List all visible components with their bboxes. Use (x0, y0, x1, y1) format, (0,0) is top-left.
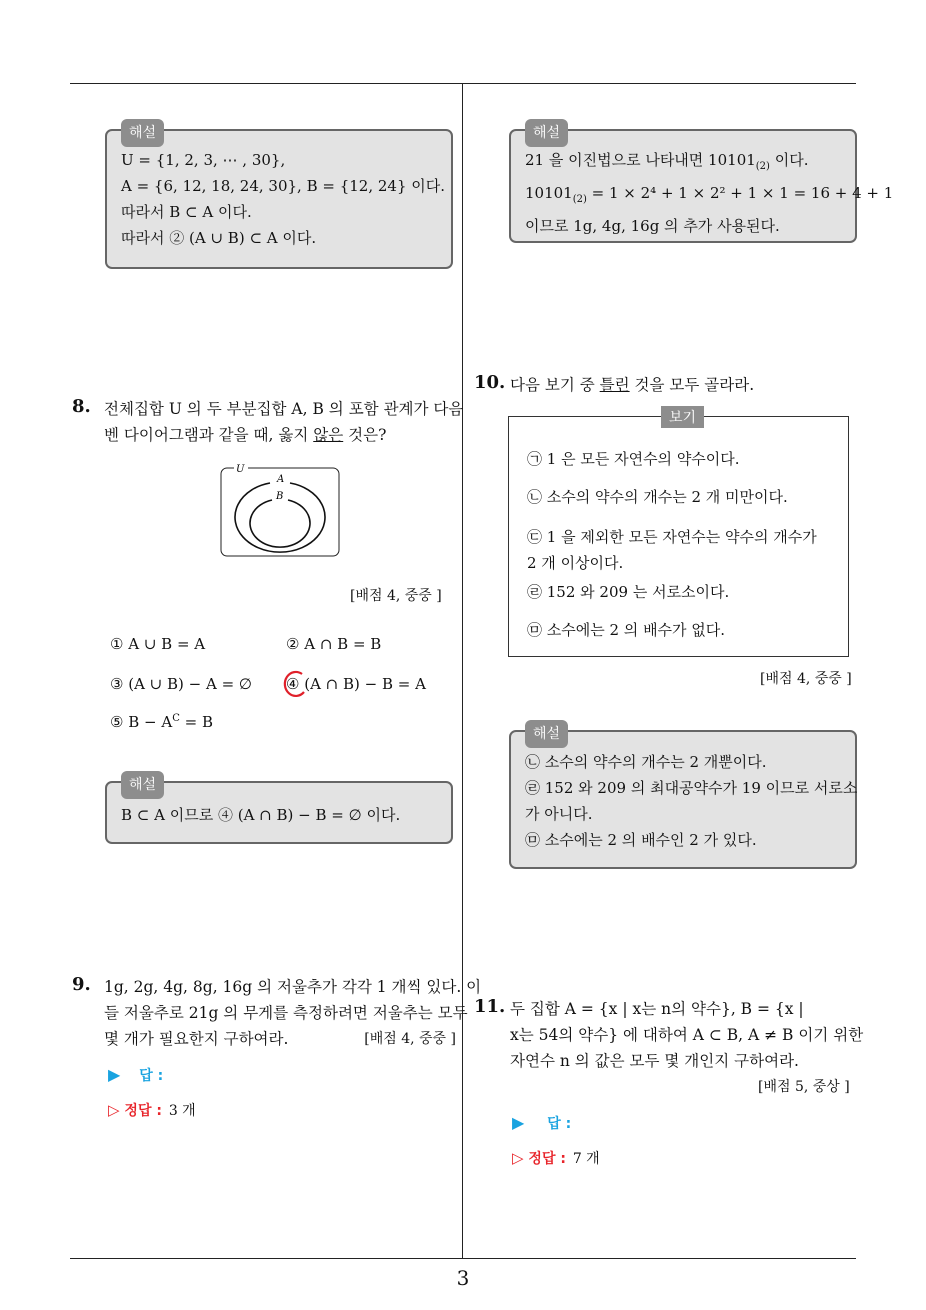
play-arrow-icon: ▶ (512, 1113, 525, 1132)
choice-5-text: ⑤ B − A (110, 713, 173, 731)
solution-tag: 해설 (121, 771, 164, 799)
underlined-word: 틀린 (599, 376, 630, 394)
bogi-item: ㉠ 1 은 모든 자연수의 약수이다. (527, 450, 740, 468)
solution-line: ㉤ 소수에는 2 의 배수인 2 가 있다. (525, 831, 757, 849)
outline-arrow-icon: ▷ (512, 1149, 524, 1167)
solution-tag: 해설 (121, 119, 164, 147)
solution-line: 따라서 B ⊂ A 이다. (121, 203, 252, 221)
question-11-text (510, 996, 864, 1074)
question-8-text (104, 396, 464, 448)
question-10-text (510, 372, 754, 398)
question-line: 자연수 n 의 값은 모두 몇 개인지 구하여라. (510, 1052, 799, 1070)
question-line: 두 집합 A = {x | x는 n의 약수}, B = {x | (510, 1000, 804, 1018)
question-line (104, 1026, 456, 1052)
bottom-rule (70, 1258, 856, 1259)
set-b-circle (250, 500, 310, 547)
solution-line: ㉡ 소수의 약수의 개수는 2 개뿐이다. (525, 753, 767, 771)
solution-line (525, 180, 894, 213)
solution-box-q8 (105, 777, 453, 844)
score-label: [배점 5, 중상 ] (758, 1079, 850, 1095)
solution-line: 이므로 1g, 4g, 16g 의 추가 사용된다. (525, 217, 780, 235)
solution-line: 따라서 ② (A ∪ B) ⊂ A 이다. (121, 229, 317, 247)
correct-value: 7 개 (572, 1151, 600, 1167)
correct-label: 정답 : (528, 1151, 566, 1167)
score-label: [배점 4, 중중 ] (364, 1031, 456, 1047)
bogi-item: ㉣ 152 와 209 는 서로소이다. (527, 583, 730, 601)
solution-tag: 해설 (525, 119, 568, 147)
label-a: A (277, 474, 285, 485)
correct-value: 3 개 (168, 1103, 196, 1119)
question-number: 10. (474, 372, 506, 393)
text-fragment: 벤 다이어그램과 같을 때, 옳지 (104, 426, 314, 444)
solution-tag: 해설 (525, 720, 568, 748)
top-rule (70, 83, 856, 84)
label-u: U (236, 464, 245, 475)
score-label: [배점 4, 중중 ] (760, 671, 852, 687)
correct-answer-row (108, 1100, 196, 1120)
label-b: B (276, 491, 284, 502)
text-fragment: = 1 × 2⁴ + 1 × 2² + 1 × 1 = 16 + 4 + 1 (586, 184, 894, 202)
bogi-item: ㉡ 소수의 약수의 개수는 2 개 미만이다. (527, 488, 788, 506)
choice-3[interactable]: ③ (A ∪ B) − A = ∅ (110, 675, 252, 693)
superscript: C (172, 713, 180, 724)
score-label: [배점 4, 중중 ] (350, 588, 442, 604)
choice-4[interactable]: ④ (A ∩ B) − B = A (286, 675, 426, 693)
question-line (104, 422, 454, 448)
question-line: 전체집합 U 의 두 부분집합 A, B 의 포함 관계가 다음 (104, 400, 464, 418)
correct-label: 정답 : (124, 1103, 162, 1119)
text-fragment: 10101 (525, 184, 573, 202)
question-number: 8. (72, 396, 91, 417)
circle-stroke (285, 672, 304, 696)
solution-line: U = {1, 2, 3, ⋯ , 30}, (121, 151, 286, 169)
correct-answer-row (512, 1148, 600, 1168)
choice-5[interactable] (110, 713, 213, 731)
answer-row (512, 1113, 571, 1133)
venn-diagram (220, 463, 340, 557)
column-divider (462, 84, 463, 1258)
bogi-item: 2 개 이상이다. (527, 554, 624, 572)
answer-label: 답 : (139, 1068, 164, 1084)
choice-5-text: = B (179, 713, 213, 731)
text-fragment: 이다. (769, 151, 809, 169)
question-number: 9. (72, 974, 91, 995)
solution-box-q9 (509, 125, 894, 243)
solution-line: A = {6, 12, 18, 24, 30}, B = {12, 24} 이다. (121, 177, 446, 195)
page-number: 3 (456, 1266, 470, 1290)
solution-line: ㉣ 152 와 209 의 최대공약수가 19 이므로 서로소 (525, 779, 858, 797)
answer-label: 답 : (547, 1116, 572, 1132)
answer-circle-mark (280, 668, 310, 700)
question-line: 1g, 2g, 4g, 8g, 16g 의 저울추가 각각 1 개씩 있다. 이 (104, 978, 482, 996)
subscript: (2) (572, 194, 587, 205)
question-line: x는 54의 약수} 에 대하여 A ⊂ B, A ≠ B 이기 위한 (510, 1026, 864, 1044)
underlined-word: 않은 (313, 426, 344, 444)
question-9-text (104, 974, 482, 1052)
solution-box-q10 (509, 726, 858, 869)
question-number: 11. (474, 996, 506, 1017)
text-fragment: 것을 모두 골라라. (629, 376, 755, 394)
subscript: (2) (755, 161, 770, 172)
text-fragment: 21 을 이진법으로 나타내면 10101 (525, 151, 756, 169)
question-line: 들 저울추로 21g 의 무게를 측정하려면 저울추는 모두 (104, 1004, 468, 1022)
solution-line: 가 아니다. (525, 805, 593, 823)
solution-line (525, 147, 845, 180)
answer-row (108, 1065, 163, 1085)
choice-2[interactable]: ② A ∩ B = B (286, 635, 382, 653)
text-fragment: 몇 개가 필요한지 구하여라. (104, 1030, 289, 1048)
outline-arrow-icon: ▷ (108, 1101, 120, 1119)
text-fragment: 다음 보기 중 (510, 376, 600, 394)
play-arrow-icon: ▶ (108, 1065, 121, 1084)
choice-1[interactable]: ① A ∪ B = A (110, 635, 206, 653)
bogi-tag: 보기 (661, 406, 704, 428)
text-fragment: 것은? (343, 426, 387, 444)
bogi-item: ㉤ 소수에는 2 의 배수가 없다. (527, 621, 726, 639)
bogi-item: ㉢ 1 을 제외한 모든 자연수는 약수의 개수가 (527, 528, 817, 546)
bogi-box (508, 410, 849, 657)
solution-box-q7 (105, 125, 453, 269)
solution-line: B ⊂ A 이므로 ④ (A ∩ B) − B = ∅ 이다. (121, 806, 401, 824)
